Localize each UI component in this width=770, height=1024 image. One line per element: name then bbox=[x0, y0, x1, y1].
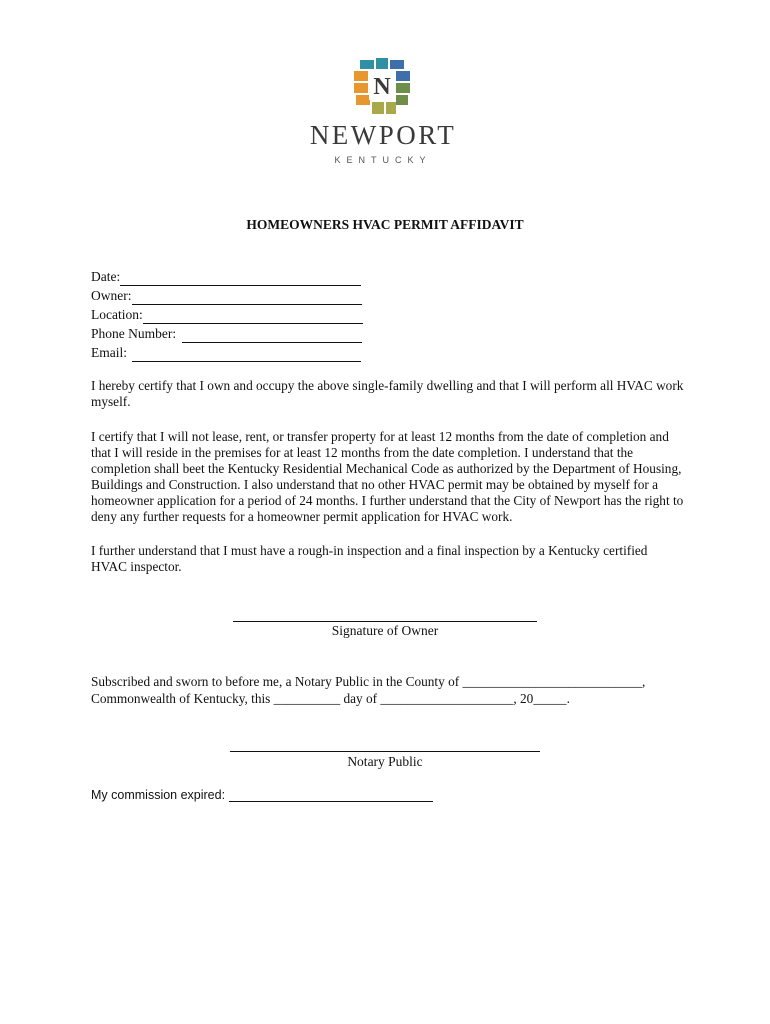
notary-public-label: Notary Public bbox=[347, 754, 423, 769]
form-fields bbox=[91, 267, 391, 362]
logo-letter: N bbox=[373, 74, 391, 100]
phone-field[interactable] bbox=[91, 324, 391, 343]
location-label: Location: bbox=[91, 307, 143, 322]
location-field[interactable] bbox=[91, 305, 391, 324]
owner-signature-line[interactable] bbox=[233, 620, 537, 622]
date-line[interactable] bbox=[120, 271, 361, 286]
notary-sworn-line: Subscribed and sworn to before me, a Notary Public in the County of ___________________________, bbox=[91, 674, 646, 689]
notary-signature-line[interactable] bbox=[230, 750, 540, 752]
certify-own-paragraph: I hereby certify that I own and occupy the above single-family dwelling and that I will perform all HVAC work myself. bbox=[91, 378, 684, 409]
commission-line[interactable] bbox=[229, 787, 433, 802]
certify-lease-paragraph: I certify that I will not lease, rent, or transfer property for at least 12 months from the date of completion and that I will reside in the premises for at least 12 months from the date completion. I understand that the completion shall beet the Kentucky Residential Mechanical Code as authorized by the Department of Housing, Buildings and Construction. I also understand that no other HVAC permit may be obtained by myself for a homeowner application for a period of 24 months. I further understand that the City of Newport has the right to deny any further requests for a homeowner permit application for HVAC work. bbox=[91, 429, 684, 524]
owner-field[interactable] bbox=[91, 286, 391, 305]
phone-label: Phone Number: bbox=[91, 326, 180, 341]
email-field[interactable] bbox=[91, 343, 391, 362]
brand-subtitle: KENTUCKY bbox=[334, 155, 432, 165]
notary-commonwealth-line: Commonwealth of Kentucky, this __________ day of ____________________, 20_____. bbox=[91, 691, 570, 706]
owner-label: Owner: bbox=[91, 288, 132, 303]
brand-name: NEWPORT bbox=[309, 120, 457, 150]
signature-of-owner-label: Signature of Owner bbox=[331, 623, 439, 638]
commission-label: My commission expired: bbox=[91, 788, 229, 802]
location-line[interactable] bbox=[143, 309, 363, 324]
commission-field[interactable] bbox=[91, 787, 433, 802]
owner-line[interactable] bbox=[132, 290, 362, 305]
email-line[interactable] bbox=[132, 347, 361, 362]
document-title: HOMEOWNERS HVAC PERMIT AFFIDAVIT bbox=[246, 217, 524, 232]
inspection-paragraph: I further understand that I must have a rough-in inspection and a final inspection by a Kentucky certified HVAC inspector. bbox=[91, 543, 648, 574]
email-label: Email: bbox=[91, 345, 131, 360]
phone-line[interactable] bbox=[182, 328, 362, 343]
newport-logo-icon bbox=[352, 56, 412, 118]
date-label: Date: bbox=[91, 269, 121, 284]
date-field[interactable] bbox=[91, 267, 391, 286]
